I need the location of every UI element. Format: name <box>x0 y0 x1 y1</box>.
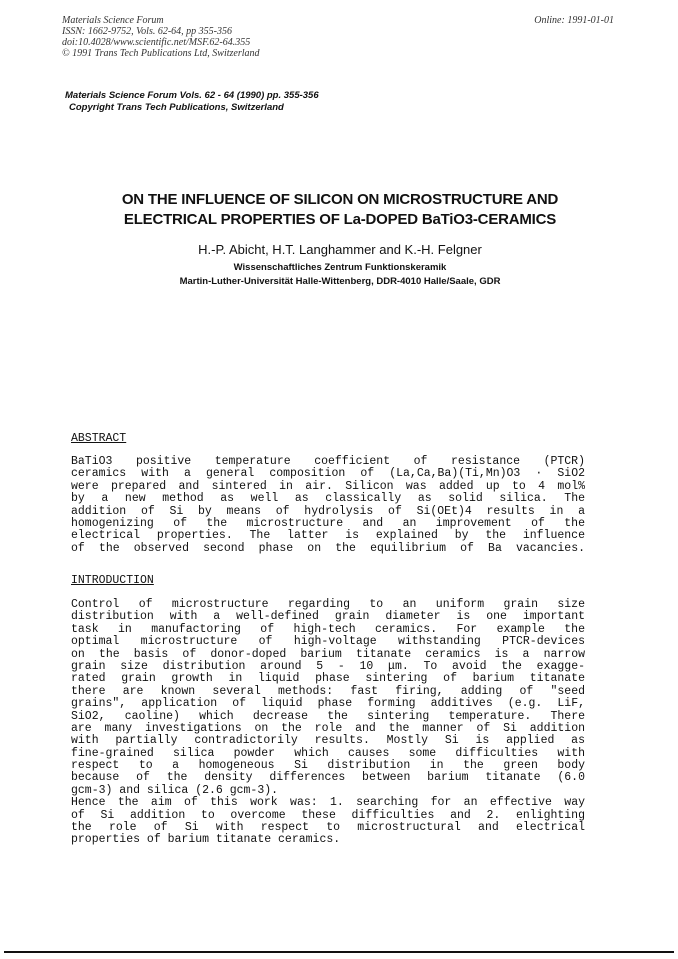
online-date: Online: 1991-01-01 <box>534 15 614 26</box>
intro-line: are many investigations on the role and the manner of Si addition <box>71 721 585 735</box>
intro-line: respect to a homogeneous Si distribution in the green body <box>71 759 585 773</box>
citation-line: Materials Science Forum Vols. 62 - 64 (1990) pp. 355-356 <box>65 90 319 101</box>
abstract-line: addition of Si by means of hydrolysis of Si(OEt)4 results in a <box>71 504 585 518</box>
copyright-line: © 1991 Trans Tech Publications Ltd, Switzerland <box>62 48 260 59</box>
intro-line: there are known several methods: fast firing, adding of "seed <box>71 684 585 698</box>
intro-line: with partially contradictorily results. Mostly Si is applied as <box>71 734 585 748</box>
introduction-heading: INTRODUCTION <box>71 574 154 587</box>
title-line-1: ON THE INFLUENCE OF SILICON ON MICROSTRUCTURE AND <box>121 191 559 208</box>
intro-line: grain size distribution around 5 - 10 μm. To avoid the exagge- <box>71 659 585 673</box>
publication-metadata <box>62 15 442 59</box>
intro-line: of Si addition to overcome these difficulties and 2. enlighting <box>71 808 585 822</box>
abstract-line: electrical properties. The latter is explained by the influence <box>71 529 585 543</box>
authors: H.-P. Abicht, H.T. Langhammer and K.-H. Felgner <box>198 242 482 257</box>
affiliation-line-1: Wissenschaftliches Zentrum Funktionskeramik <box>233 262 447 273</box>
paper-title <box>60 190 620 230</box>
introduction-body <box>71 599 585 847</box>
abstract-line: homogenizing of the microstructure and an improvement of the <box>71 516 585 530</box>
intro-line: task in manufactoring of high-tech ceramics. For example the <box>71 622 585 636</box>
intro-line: the role of Si with respect to microstructural and electrical <box>71 821 585 835</box>
abstract-line: ceramics with a general composition of (La,Ca,Ba)(Ti,Mn)O3 · SiO2 <box>71 467 585 481</box>
doi-line: doi:10.4028/www.scientific.net/MSF.62-64.355 <box>62 37 251 48</box>
journal-name: Materials Science Forum <box>62 15 164 26</box>
intro-line: Control of microstructure regarding to an uniform grain size <box>71 598 585 611</box>
title-line-2: ELECTRICAL PROPERTIES OF La-DOPED BaTiO3-CERAMICS <box>123 211 557 228</box>
intro-line: because of the density differences between barium titanate (6.0 <box>71 771 585 785</box>
affiliation-line-2: Martin-Luther-Universität Halle-Wittenberg, DDR-4010 Halle/Saale, GDR <box>179 276 501 287</box>
intro-line: Hence the aim of this work was: 1. searching for an effective way <box>71 796 585 810</box>
intro-line: fine-grained silica powder which causes some difficulties with <box>71 746 585 760</box>
citation-copyright: Copyright Trans Tech Publications, Switzerland <box>69 102 284 113</box>
page-bottom-rule <box>4 951 674 953</box>
intro-line: on the basis of donor-doped barium titanate ceramics is a narrow <box>71 647 585 661</box>
intro-line: gcm-3) and silica (2.6 gcm-3). <box>71 783 279 797</box>
citation-block <box>65 90 319 114</box>
abstract-line: were prepared and sintered in air. Silicon was added up to 4 mol% <box>71 479 585 493</box>
intro-line: optimal microstructure of high-voltage withstanding PTCR-devices <box>71 635 585 649</box>
issn-line: ISSN: 1662-9752, Vols. 62-64, pp 355-356 <box>62 26 232 37</box>
abstract-body <box>71 456 585 555</box>
intro-line: SiO2, caoline) which decrease the sintering temperature. There <box>71 709 585 723</box>
intro-line: distribution with a well-defined grain diameter is one important <box>71 610 585 624</box>
intro-line: grains", application of liquid phase forming additives (e.g. LiF, <box>71 697 585 711</box>
abstract-line: BaTiO3 positive temperature coefficient of resistance (PTCR) <box>71 455 585 468</box>
abstract-line: by a new method as well as classically as solid silica. The <box>71 492 585 506</box>
intro-line: properties of barium titanate ceramics. <box>71 833 341 847</box>
intro-line: rated grain growth in liquid phase sintering of barium titanate <box>71 672 585 686</box>
abstract-heading: ABSTRACT <box>71 432 127 445</box>
abstract-line: of the observed second phase on the equilibrium of Ba vacancies. <box>71 541 585 555</box>
